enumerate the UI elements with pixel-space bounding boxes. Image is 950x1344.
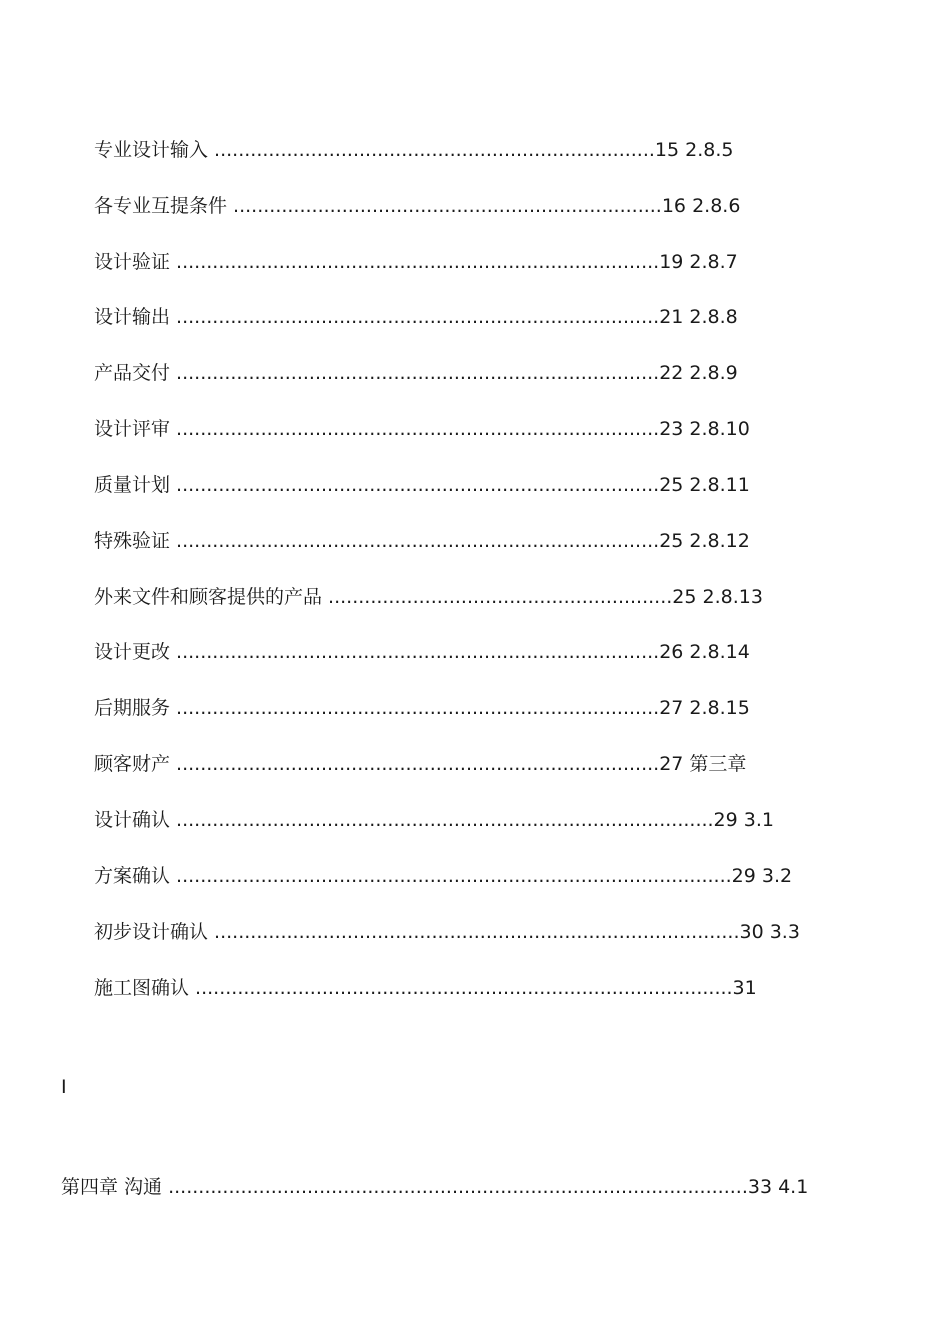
- toc-entry: 方案确认 ............................................................................................29 3.2: [94, 865, 793, 887]
- toc-entry: 质量计划 ................................................................................25 2.8.11: [94, 474, 750, 496]
- toc-entry: 施工图确认 .........................................................................................31: [94, 977, 757, 999]
- toc-entry: 专业设计输入 .........................................................................15 2.8.5: [94, 139, 734, 161]
- toc-entry: 设计评审 ................................................................................23 2.8.10: [94, 418, 750, 440]
- toc-entry: 设计验证 ................................................................................19 2.8.7: [94, 251, 738, 273]
- toc-chapter-entry: 第四章 沟通 ................................................................................................33 4.1: [61, 1176, 809, 1198]
- toc-entry: 顾客财产 ................................................................................27 第三章: [94, 753, 747, 775]
- toc-entry: 各专业互提条件 .......................................................................16 2.8.6: [94, 195, 741, 217]
- toc-entry: 设计更改 ................................................................................26 2.8.14: [94, 641, 750, 663]
- toc-entry: 产品交付 ................................................................................22 2.8.9: [94, 362, 738, 384]
- toc-entry: 外来文件和顾客提供的产品 .........................................................25 2.8.13: [94, 586, 763, 608]
- toc-entry: 设计确认 .........................................................................................29 3.1: [94, 809, 774, 831]
- toc-entry: 后期服务 ................................................................................27 2.8.15: [94, 697, 750, 719]
- toc-entry: 初步设计确认 .......................................................................................30 3.3: [94, 921, 800, 943]
- toc-entry: 设计输出 ................................................................................21 2.8.8: [94, 306, 738, 328]
- toc-entry: 特殊验证 ................................................................................25 2.8.12: [94, 530, 750, 552]
- page-number: I: [61, 1076, 67, 1098]
